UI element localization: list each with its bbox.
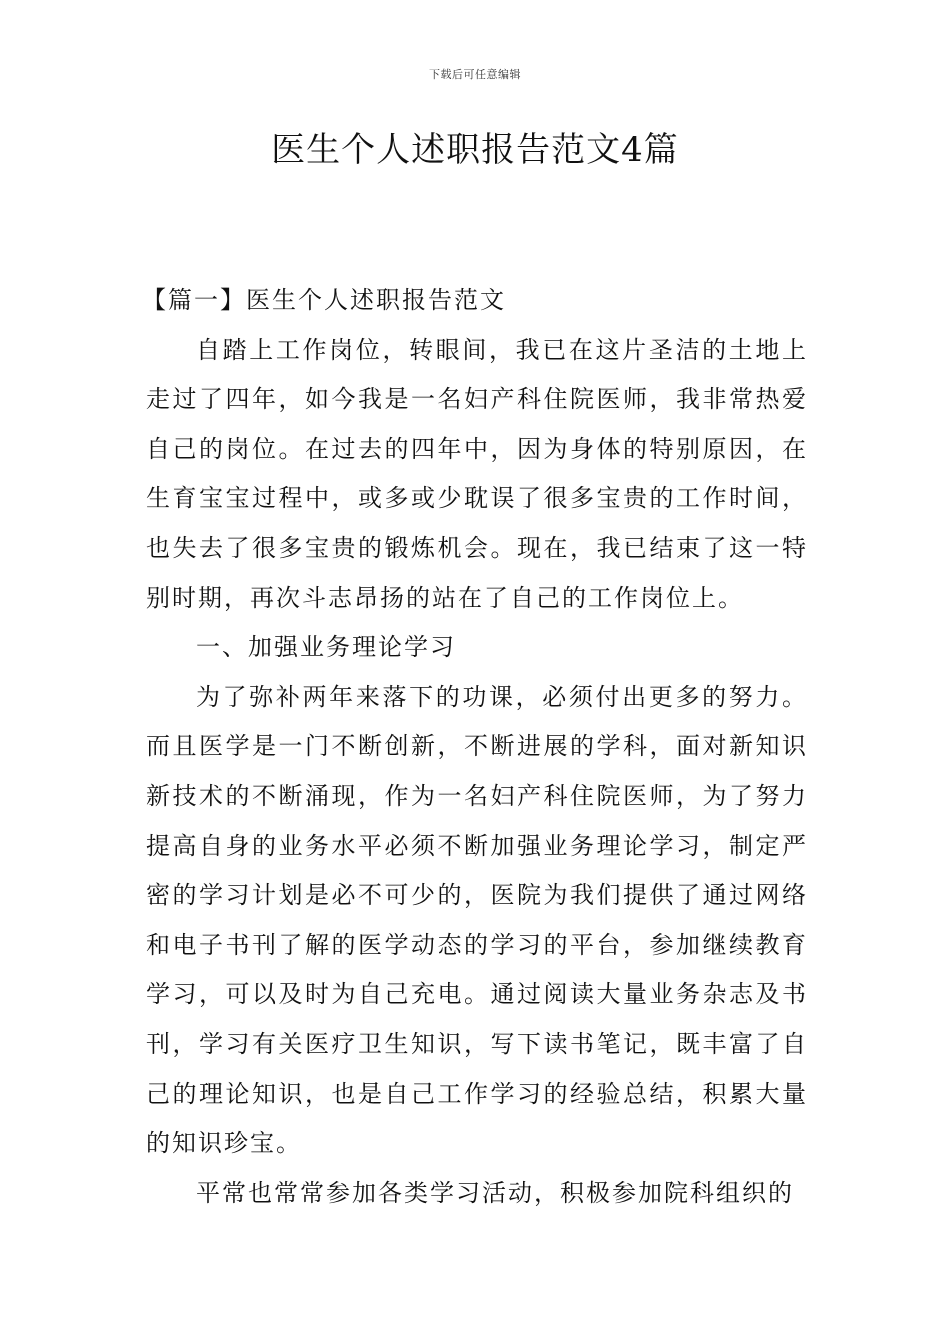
paragraph-intro: 自踏上工作岗位，转眼间，我已在这片圣洁的土地上走过了四年，如今我是一名妇产科住院医师，我非常热爱自己的岗位。在过去的四年中，因为身体的特别原因，在生育宝宝过程中，或多或少耽误了很多宝贵的工作时间，也失去了很多宝贵的锻炼机会。现在，我已结束了这一特别时期，再次斗志昂扬的站在了自己的工作岗位上。 (146, 335, 808, 612)
subheading-study: 一、加强业务理论学习 (196, 633, 456, 662)
section-heading: 【篇一】医生个人述职报告范文 (142, 286, 506, 314)
paragraph-activities: 平常也常常参加各类学习活动，积极参加院科组织的 (196, 1178, 794, 1207)
paragraph-study: 为了弥补两年来落下的功课，必须付出更多的努力。而且医学是一门不断创新，不断进展的学科，面对新知识新技术的不断涌现，作为一名妇产科住院医师，为了努力提高自身的业务水平必须不断加强业务理论学习，制定严密的学习计划是必不可少的，医院为我们提供了通过网络和电子书刊了解的医学动态的学习的平台，参加继续教育学习，可以及时为自己充电。通过阅读大量业务杂志及书刊，学习有关医疗卫生知识，写下读书笔记，既丰富了自己的理论知识，也是自己工作学习的经验总结，积累大量的知识珍宝。 (146, 682, 808, 1158)
header-note: 下载后可任意编辑 (429, 68, 521, 81)
document-body (142, 276, 808, 1218)
document-title: 医生个人述职报告范文4篇 (271, 130, 679, 170)
